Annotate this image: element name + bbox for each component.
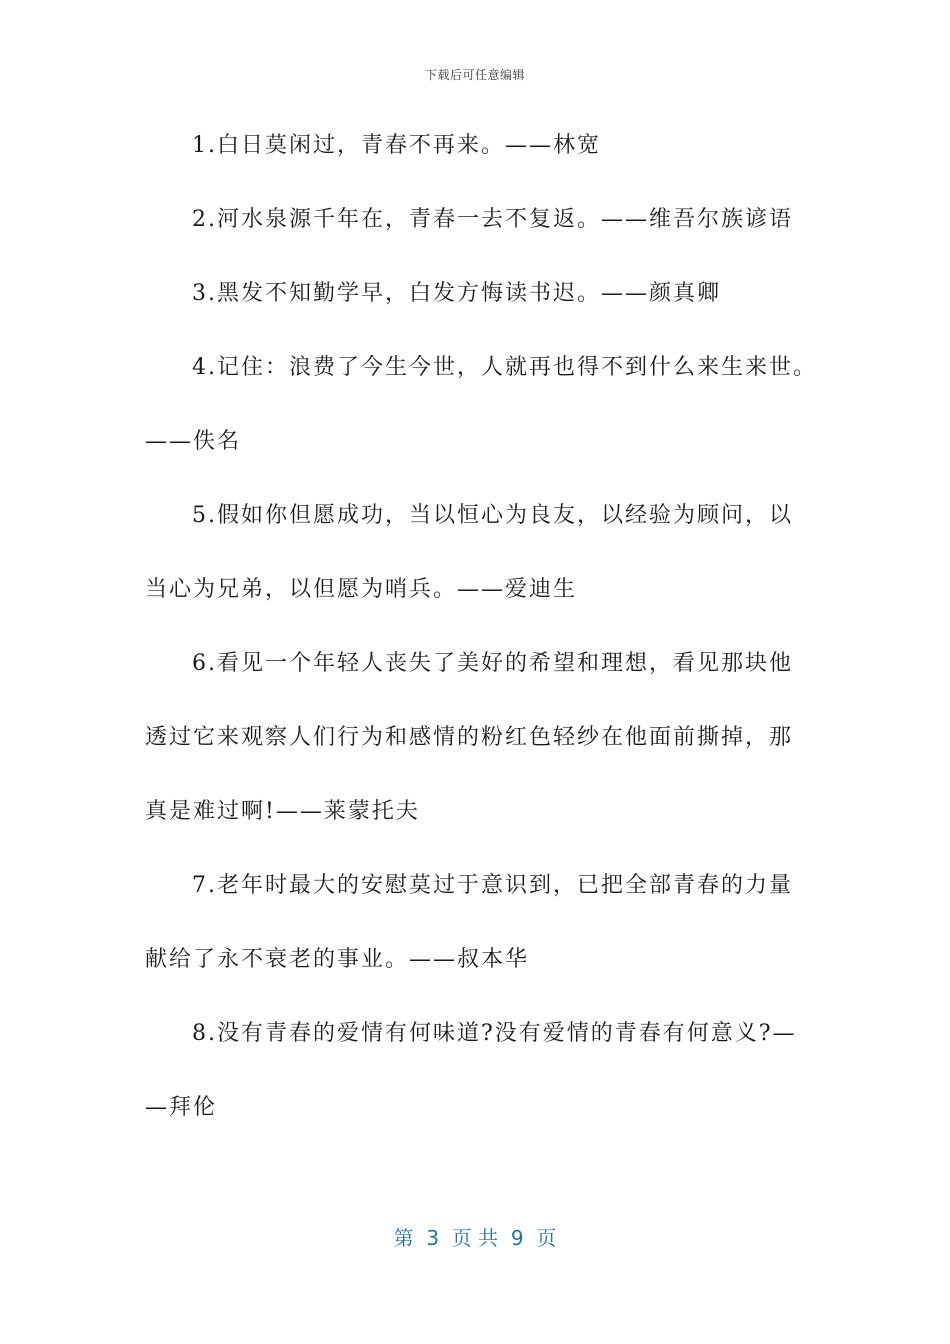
header-note: 下载后可任意编辑 xyxy=(424,68,525,82)
quote-line: 4.记住：浪费了今生今世，人就再也得不到什么来生来世。 xyxy=(192,355,817,380)
quote-line: 7.老年时最大的安慰莫过于意识到，已把全部青春的力量 xyxy=(192,873,793,898)
quote-line: 3.黑发不知勤学早，白发方悔读书迟。——颜真卿 xyxy=(192,281,721,306)
quote-line: 1.白日莫闲过，青春不再来。——林宽 xyxy=(192,133,601,158)
quote-line: 6.看见一个年轻人丧失了美好的希望和理想，看见那块他 xyxy=(192,651,793,676)
quote-line: 真是难过啊!——莱蒙托夫 xyxy=(145,799,420,824)
quote-line: 透过它来观察人们行为和感情的粉红色轻纱在他面前撕掉，那 xyxy=(145,725,794,750)
quote-line: 8.没有青春的爱情有何味道?没有爱情的青春有何意义?— xyxy=(192,1021,797,1046)
document-body xyxy=(145,124,817,1160)
quote-line: 2.河水泉源千年在，青春一去不复返。——维吾尔族谚语 xyxy=(192,207,793,232)
quote-line: ——佚名 xyxy=(145,429,242,454)
quote-line: 献给了永不衰老的事业。——叔本华 xyxy=(145,947,530,972)
quote-line: 5.假如你但愿成功，当以恒心为良友，以经验为顾问，以 xyxy=(192,503,793,528)
page-number-footer: 第 3 页 共 9 页 xyxy=(393,1226,557,1250)
quote-line: 当心为兄弟，以但愿为哨兵。——爱迪生 xyxy=(145,577,578,602)
quote-line: —拜伦 xyxy=(145,1095,218,1120)
